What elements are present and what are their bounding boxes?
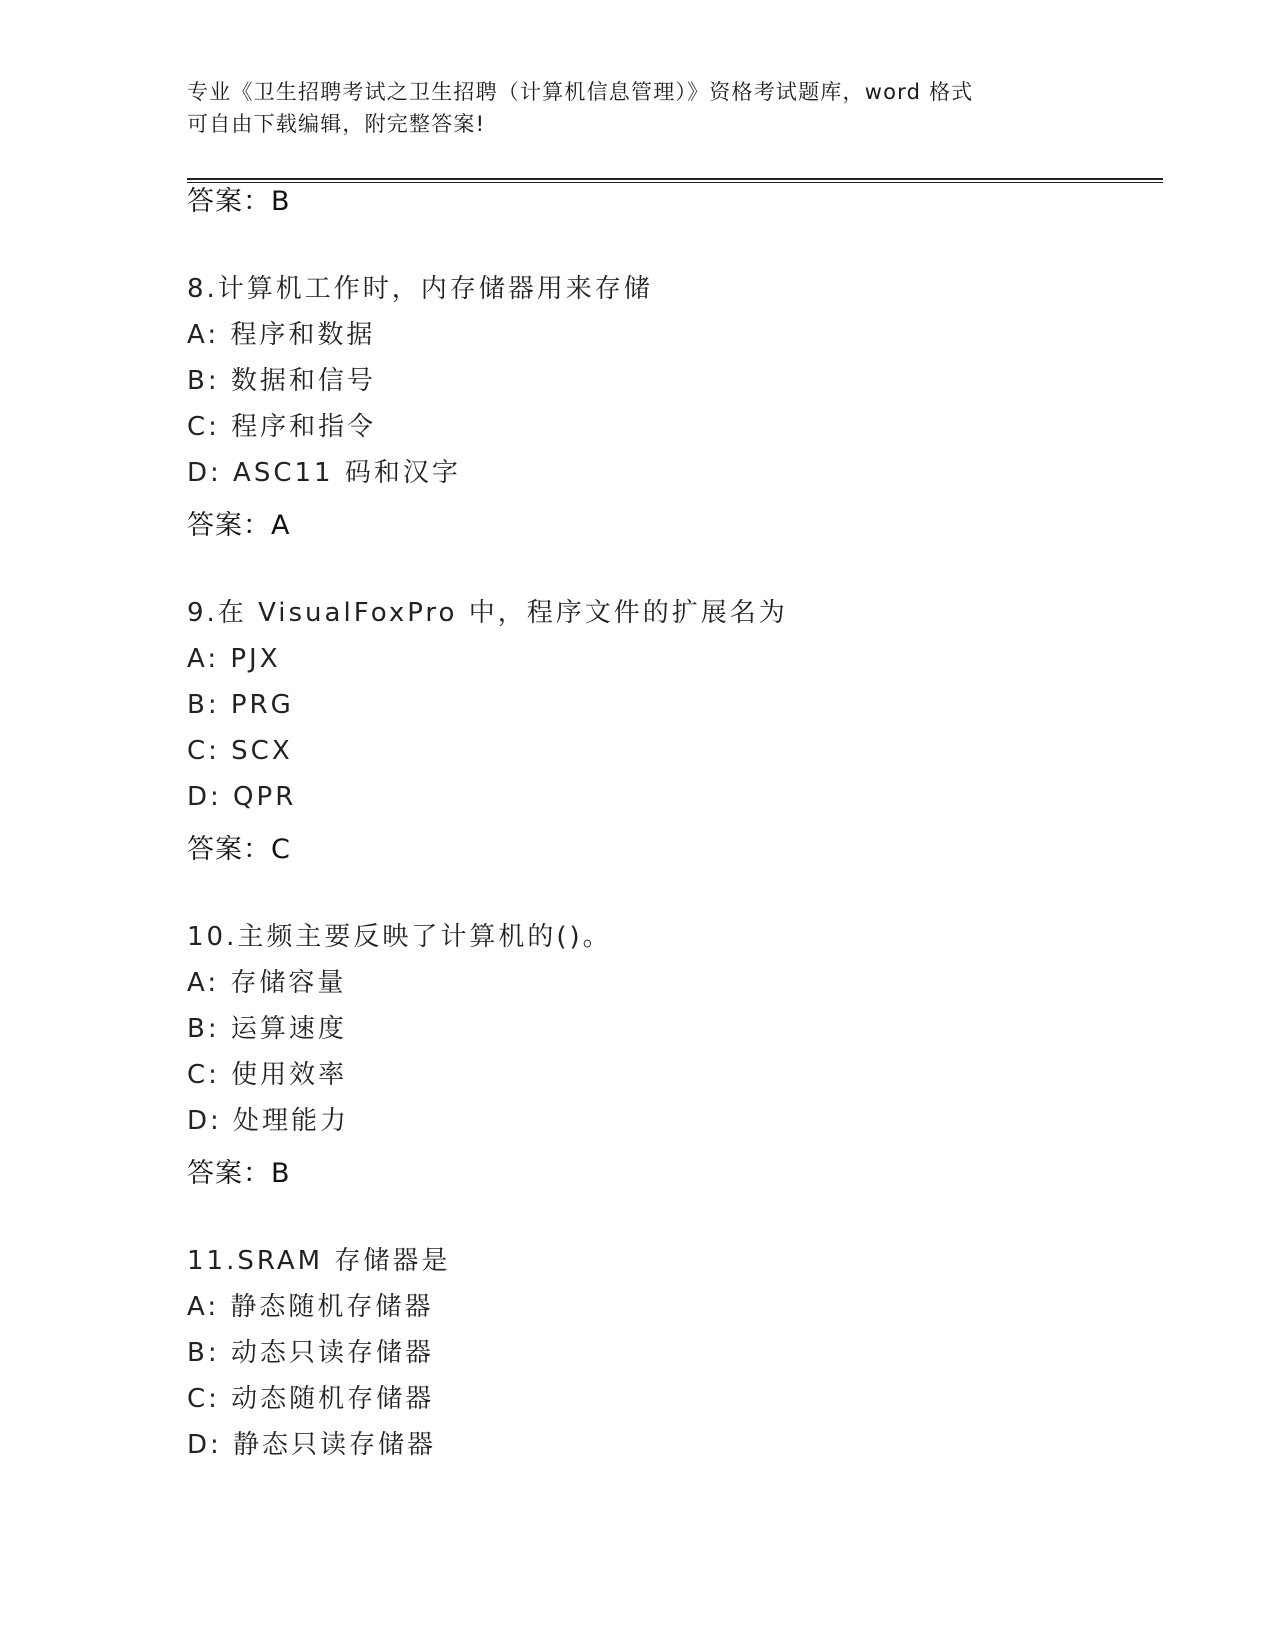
question-11 [187, 1238, 450, 1468]
document-header-note [187, 76, 1067, 140]
option-c: C: 程序和指令 [187, 412, 377, 442]
option-d: D: QPR [187, 782, 297, 812]
question-8 [187, 266, 653, 496]
question-title: 10.主频主要反映了计算机的()。 [187, 922, 612, 952]
header-line-2: 可自由下载编辑，附完整答案! [187, 112, 486, 136]
option-c: C: 动态随机存储器 [187, 1384, 435, 1414]
option-a: A: 静态随机存储器 [187, 1292, 434, 1322]
header-divider [187, 178, 1163, 183]
option-b: B: 数据和信号 [187, 366, 376, 396]
option-c: C: 使用效率 [187, 1060, 348, 1090]
question-title: 8.计算机工作时，内存储器用来存储 [187, 274, 653, 304]
answer-line-q10: 答案：B [187, 1158, 291, 1189]
option-d: D: 处理能力 [187, 1106, 350, 1136]
option-a: A: 程序和数据 [187, 320, 376, 350]
question-9 [187, 590, 788, 820]
option-b: B: 运算速度 [187, 1014, 347, 1044]
question-title: 11.SRAM 存储器是 [187, 1246, 451, 1276]
answer-line-q7: 答案：B [187, 186, 291, 217]
option-b: B: PRG [187, 690, 294, 720]
option-a: A: PJX [187, 644, 281, 674]
header-line-1: 专业《卫生招聘考试之卫生招聘（计算机信息管理）》资格考试题库，word 格式 [187, 80, 974, 104]
option-b: B: 动态只读存储器 [187, 1338, 434, 1368]
option-a: A: 存储容量 [187, 968, 347, 998]
answer-line-q8: 答案：A [187, 510, 291, 541]
answer-line-q9: 答案：C [187, 834, 291, 865]
option-d: D: 静态只读存储器 [187, 1430, 437, 1460]
option-c: C: SCX [187, 736, 293, 766]
option-d: D: ASC11 码和汉字 [187, 458, 461, 488]
question-10 [187, 914, 612, 1144]
question-title: 9.在 VisualFoxPro 中，程序文件的扩展名为 [187, 598, 788, 628]
